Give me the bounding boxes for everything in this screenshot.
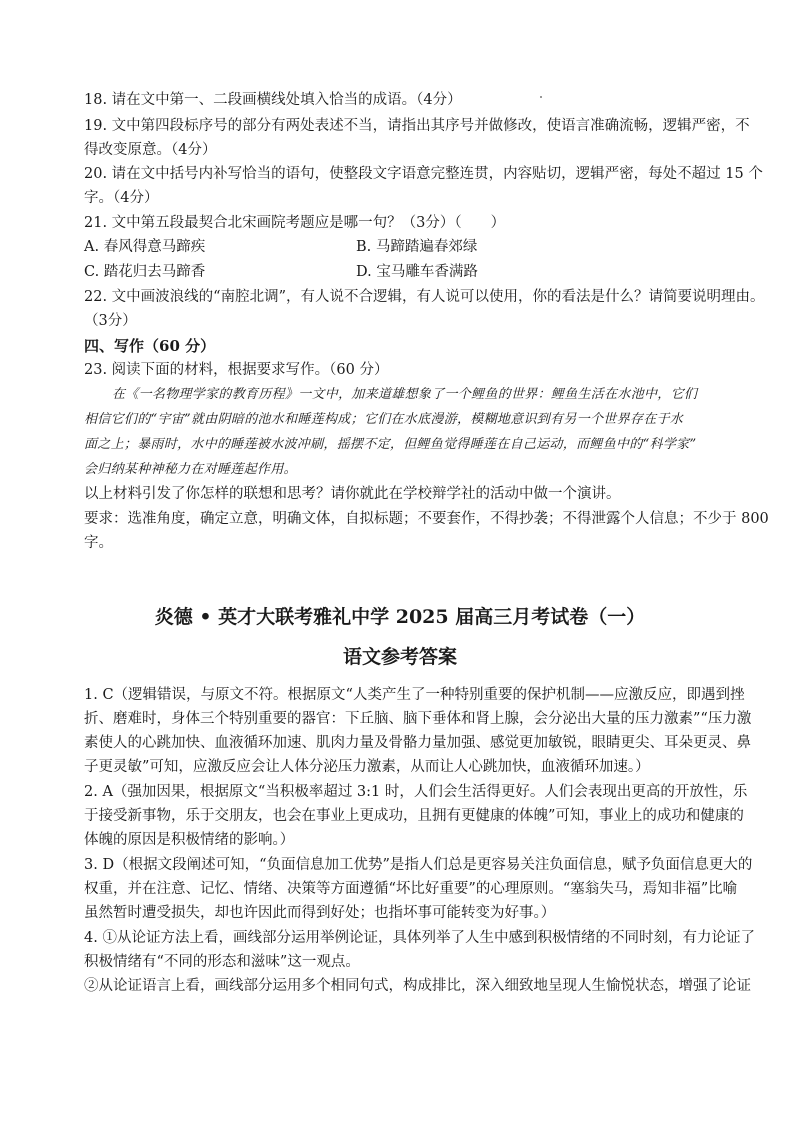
answer-key-title: 炎德 • 英才大联考雅礼中学 2025 届高三月考试卷（一） bbox=[154, 606, 646, 628]
writing-prompt: 以上材料引发了你怎样的联想和思考？请你就此在学校辩学社的活动中做一个演讲。 bbox=[84, 486, 621, 502]
answer-key-subtitle: 语文参考答案 bbox=[342, 646, 457, 668]
writing-requirements-line-2: 字。 bbox=[84, 535, 113, 551]
option-b: B. 马蹄踏遍春郊绿 bbox=[356, 239, 478, 255]
answer-1-line-1: 1. C（逻辑错误，与原文不符。根据原文“人类产生了一种特别重要的保护机制——应激反应，即遇到挫 bbox=[84, 687, 745, 703]
answer-1-line-3: 素使人的心跳加快、血液循环加速、肌肉力量及骨骼力量加强、感觉更加敏锐，眼睛更尖、耳朵更灵、鼻 bbox=[84, 735, 751, 751]
question-22-line-2: （3分） bbox=[84, 313, 137, 329]
material-line-3: 面之上；暴雨时，水中的睡莲被水波冲刷，摇摆不定，但鲤鱼觉得睡莲在自己运动，而鲤鱼中的“科学家” bbox=[84, 437, 697, 452]
writing-requirements-line-1: 要求：选准角度，确定立意，明确文体，自拟标题；不要套作，不得抄袭；不得泄露个人信息；不少于 800 bbox=[84, 511, 769, 527]
question-18: 18. 请在文中第一、二段画横线处填入恰当的成语。（4分） bbox=[84, 92, 462, 108]
material-line-1: 在《一名物理学家的教育历程》一文中，加来道雄想象了一个鲤鱼的世界：鲤鱼生活在水池中，它们 bbox=[112, 387, 698, 402]
question-19-line-1: 19. 文中第四段标序号的部分有两处表述不当，请指出其序号并做修改，使语言准确流畅，逻辑严密，不 bbox=[84, 118, 750, 134]
question-20-line-2: 字。（4分） bbox=[84, 190, 159, 206]
option-d: D. 宝马雕车香满路 bbox=[356, 264, 478, 280]
option-c: C. 踏花归去马蹄香 bbox=[84, 264, 206, 280]
answer-2-line-1: 2. A（强加因果，根据原文“当积极率超过 3:1 时，人们会生活得更好。人们会表现出更高的开放性，乐 bbox=[84, 784, 748, 800]
question-20-line-1: 20. 请在文中括号内补写恰当的语句，使整段文字语意完整连贯，内容贴切，逻辑严密，每处不超过 15 个 bbox=[84, 166, 763, 182]
question-22-line-1: 22. 文中画波浪线的“南腔北调”，有人说不合逻辑，有人说可以使用，你的看法是什么？请简要说明理由。 bbox=[84, 289, 765, 305]
option-a: A. 春风得意马蹄疾 bbox=[84, 239, 206, 255]
answer-4-line-3: ②从论证语言上看，画线部分运用多个相同句式，构成排比，深入细致地呈现人生愉悦状态，增强了论证 bbox=[84, 978, 751, 994]
material-line-4: 会归纳某种神秘力在对睡莲起作用。 bbox=[84, 462, 297, 477]
answer-1-line-4: 子更灵敏”可知，应激反应会让人体分泌压力激素，从而让人心跳加快，血液循环加速。） bbox=[84, 759, 650, 775]
material-line-2: 相信它们的“宇宙”就由阴暗的池水和睡莲构成；它们在水底漫游，模糊地意识到有另一个世界存在于水 bbox=[84, 412, 684, 427]
answer-2-line-3: 体魄的原因是积极情绪的影响。） bbox=[84, 832, 295, 848]
answer-3-line-2: 权重，并在注意、记忆、情绪、决策等方面遵循“坏比好重要”的心理原则。“塞翁失马，焉知非福”比喻 bbox=[84, 881, 738, 897]
writing-section-heading: 四、写作（60 分） bbox=[84, 337, 216, 355]
answer-1-line-2: 折、磨难时，身体三个特别重要的器官：下丘脑、脑下垂体和肾上腺，会分泌出大量的压力激素”“压力激 bbox=[84, 711, 752, 727]
question-19-line-2: 得改变原意。（4分） bbox=[84, 142, 217, 158]
answer-3-line-1: 3. D（根据文段阐述可知，“负面信息加工优势”是指人们总是更容易关注负面信息，赋予负面信息更大的 bbox=[84, 857, 753, 873]
answer-3-line-3: 虽然暂时遭受损失，却也许因此而得到好处；也指坏事可能转变为好事。） bbox=[84, 905, 556, 921]
question-21: 21. 文中第五段最契合北宋画院考题应是哪一句？（3分）（ ） bbox=[84, 215, 506, 231]
question-23: 23. 阅读下面的材料，根据要求写作。（60 分） bbox=[84, 362, 389, 378]
answer-2-line-2: 于接受新事物，乐于交朋友，也会在事业上更成功，且拥有更健康的体魄”可知，事业上的成功和健康的 bbox=[84, 808, 744, 824]
answer-4-line-2: 积极情绪有“不同的形态和滋味”这一观点。 bbox=[84, 954, 360, 970]
answer-4-line-1: 4. ①从论证方法上看，画线部分运用举例论证，具体列举了人生中感到积极情绪的不同时刻，有力论证了 bbox=[84, 930, 755, 946]
